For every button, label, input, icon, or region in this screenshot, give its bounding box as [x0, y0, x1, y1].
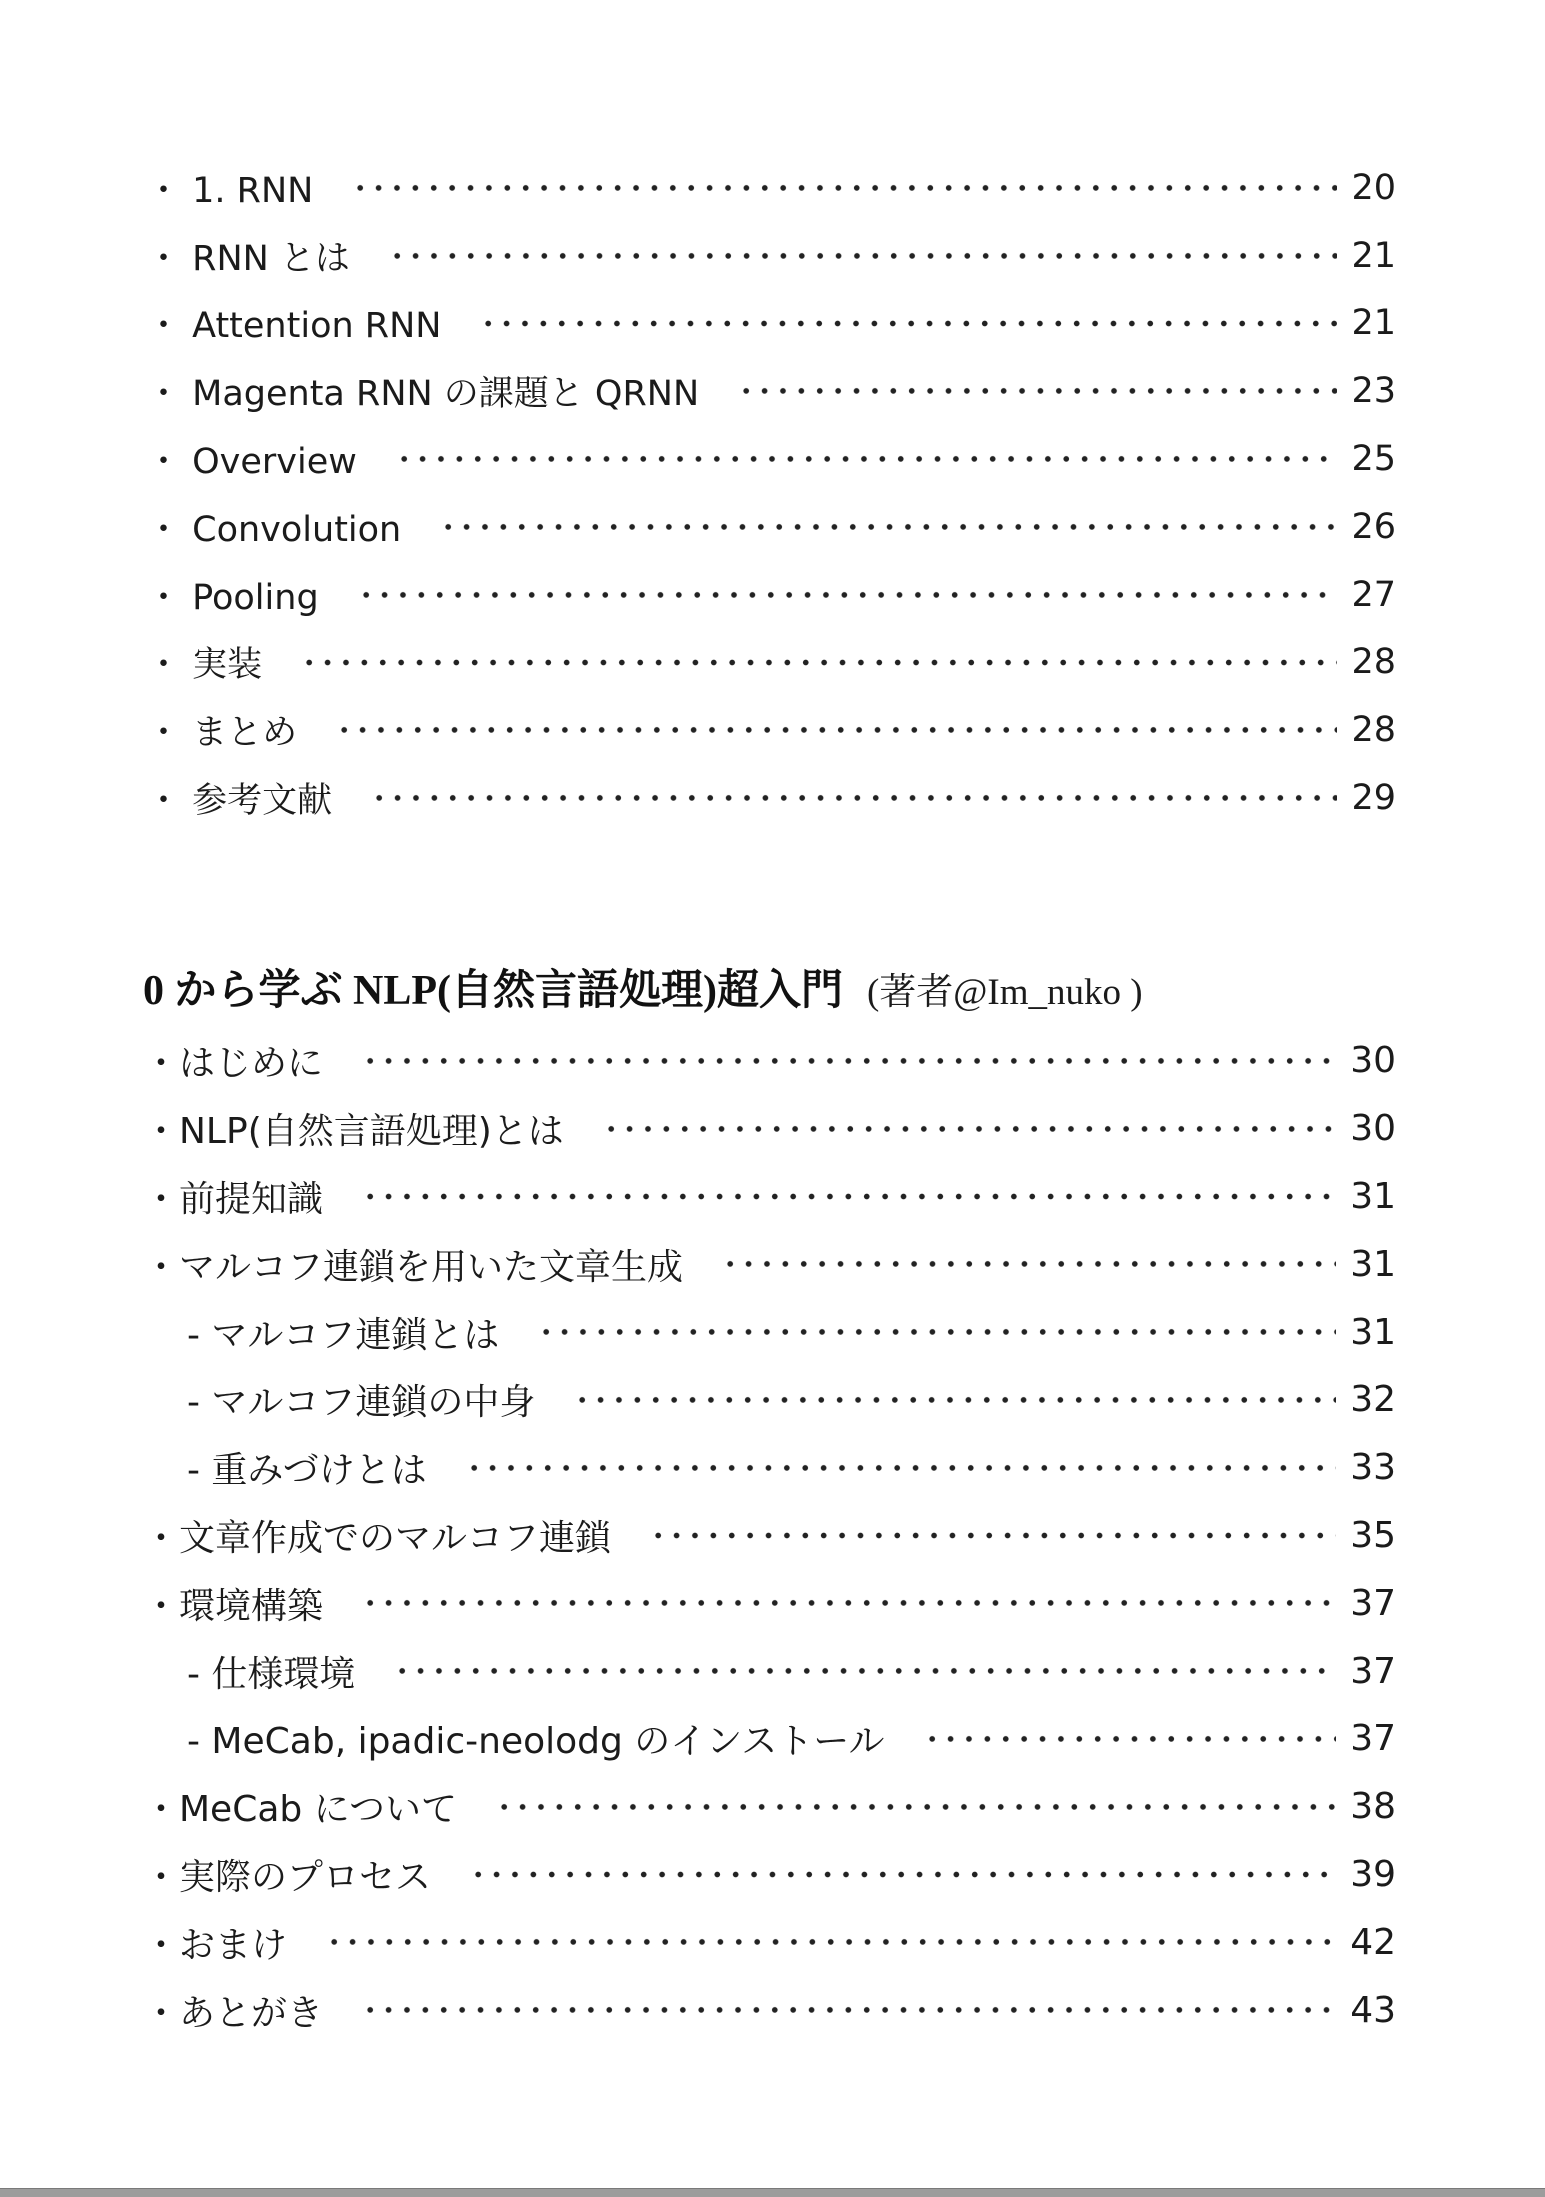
- toc-entry: [143, 1230, 1396, 1298]
- toc-entry-label: ・実際のプロセス: [143, 1856, 432, 1898]
- toc-entry-label: - マルコフ連鎖の中身: [187, 1382, 536, 1424]
- dot-leader: [395, 425, 1338, 493]
- toc-entry-label: ・ Magenta RNN の課題と QRNN: [146, 374, 700, 415]
- toc-entry-page-number: 26: [1351, 506, 1396, 547]
- toc-entry-page-number: 37: [1350, 1582, 1396, 1624]
- toc-entry: [143, 1434, 1396, 1502]
- chapter-title: 0 から学ぶ NLP(自然言語処理)超入門: [143, 968, 843, 1014]
- toc-entry-page-number: 38: [1350, 1786, 1396, 1828]
- dot-leader: [602, 1095, 1336, 1163]
- dot-leader: [649, 1502, 1336, 1570]
- dot-leader: [465, 1434, 1336, 1502]
- toc-entry-label: ・ Overview: [146, 442, 357, 483]
- toc-entry: [143, 1976, 1396, 2044]
- toc-entry: [146, 696, 1396, 764]
- toc-entry-label: - 仕様環境: [187, 1653, 356, 1695]
- toc-entry-label: ・ 1. RNN: [146, 170, 314, 211]
- toc-entry-page-number: 37: [1350, 1650, 1396, 1692]
- toc-entry-page-number: 33: [1350, 1447, 1396, 1489]
- toc-entry: [143, 1637, 1396, 1705]
- toc-entry-page-number: 35: [1350, 1514, 1396, 1556]
- dot-leader: [361, 1976, 1336, 2044]
- toc-entry: [146, 629, 1396, 697]
- toc-entry: [143, 1773, 1396, 1841]
- toc-entry-page-number: 25: [1351, 439, 1396, 480]
- page-bottom-edge: [0, 2188, 1545, 2197]
- dot-leader: [361, 1027, 1336, 1095]
- toc-entry-page-number: 39: [1350, 1853, 1396, 1895]
- toc-entry: [146, 764, 1396, 832]
- dot-leader: [361, 1163, 1336, 1231]
- chapter-author: (著者@Im_nuko ): [866, 972, 1143, 1013]
- toc-entry-label: ・ Pooling: [146, 577, 319, 618]
- toc-entry-page-number: 31: [1350, 1175, 1396, 1217]
- toc-entry: [146, 154, 1396, 222]
- toc-entry: [143, 1705, 1396, 1773]
- dot-leader: [370, 764, 1337, 832]
- toc-entry-label: ・あとがき: [143, 1992, 324, 2034]
- toc-entry: [143, 1841, 1396, 1909]
- toc-entry-label: ・ Attention RNN: [146, 306, 442, 347]
- toc-entry: [143, 1569, 1396, 1637]
- chapter-heading: [143, 951, 1143, 1031]
- dot-leader: [388, 222, 1338, 290]
- toc-entry-page-number: 37: [1350, 1718, 1396, 1760]
- toc-entry-page-number: 31: [1350, 1311, 1396, 1353]
- toc-entry-label: ・環境構築: [143, 1585, 324, 1627]
- dot-leader: [737, 357, 1337, 425]
- dot-leader: [335, 696, 1337, 764]
- dot-leader: [495, 1773, 1336, 1841]
- toc-entry: [146, 357, 1396, 425]
- toc-entry: [143, 1298, 1396, 1366]
- toc-entry-label: ・前提知識: [143, 1178, 324, 1220]
- toc-entry-label: ・ 参考文献: [146, 781, 333, 822]
- toc-entry: [143, 1366, 1396, 1434]
- dot-leader: [351, 154, 1337, 222]
- dot-leader: [573, 1366, 1336, 1434]
- toc-entry-label: - 重みづけとは: [187, 1450, 427, 1492]
- toc-entry-label: - マルコフ連鎖とは: [187, 1314, 500, 1356]
- dot-leader: [325, 1908, 1336, 1976]
- toc-entry-label: - MeCab, ipadic-neolodg のインストール: [187, 1721, 885, 1763]
- toc-entry: [146, 561, 1396, 629]
- toc-entry-label: ・NLP(自然言語処理)とは: [143, 1111, 564, 1153]
- toc-entry: [143, 1027, 1396, 1095]
- toc-entry: [146, 290, 1396, 358]
- toc-entry-page-number: 30: [1350, 1040, 1396, 1082]
- toc-entry-label: ・ まとめ: [146, 713, 298, 754]
- dot-leader: [361, 1569, 1336, 1637]
- toc-entry-page-number: 43: [1350, 1989, 1396, 2031]
- toc-entry: [143, 1095, 1396, 1163]
- toc-entry-label: ・マルコフ連鎖を用いた文章生成: [143, 1246, 684, 1288]
- toc-entry-label: ・ 実装: [146, 645, 263, 686]
- dot-leader: [721, 1230, 1336, 1298]
- dot-leader: [357, 561, 1338, 629]
- toc-list-nlp: [143, 1027, 1396, 2044]
- toc-entry-label: ・MeCab について: [143, 1789, 457, 1831]
- toc-entry-page-number: 42: [1350, 1921, 1396, 1963]
- toc-entry-label: ・文章作成でのマルコフ連鎖: [143, 1517, 612, 1559]
- toc-entry: [143, 1502, 1396, 1570]
- toc-entry-label: ・はじめに: [143, 1043, 324, 1085]
- toc-entry-page-number: 21: [1351, 235, 1396, 276]
- dot-leader: [439, 493, 1337, 561]
- toc-entry-page-number: 28: [1351, 710, 1396, 751]
- toc-entry: [146, 222, 1396, 290]
- toc-entry-page-number: 27: [1351, 574, 1396, 615]
- toc-entry-label: ・ Convolution: [146, 509, 402, 550]
- toc-entry: [143, 1908, 1396, 1976]
- toc-entry-page-number: 29: [1351, 778, 1396, 819]
- toc-entry-label: ・ RNN とは: [146, 238, 350, 279]
- toc-entry-page-number: 28: [1351, 642, 1396, 683]
- toc-entry-page-number: 32: [1350, 1379, 1396, 1421]
- dot-leader: [923, 1705, 1337, 1773]
- toc-entry-page-number: 21: [1351, 303, 1396, 344]
- dot-leader: [300, 629, 1337, 697]
- toc-entry: [146, 425, 1396, 493]
- dot-leader: [479, 290, 1337, 358]
- toc-entry-page-number: 23: [1351, 371, 1396, 412]
- toc-entry-page-number: 20: [1351, 167, 1396, 208]
- dot-leader: [393, 1637, 1336, 1705]
- toc-entry: [146, 493, 1396, 561]
- dot-leader: [537, 1298, 1336, 1366]
- toc-list-rnn: [146, 154, 1396, 832]
- toc-entry-label: ・おまけ: [143, 1924, 288, 1966]
- toc-entry: [143, 1163, 1396, 1231]
- toc-entry-page-number: 31: [1350, 1243, 1396, 1285]
- toc-entry-page-number: 30: [1350, 1108, 1396, 1150]
- dot-leader: [469, 1841, 1336, 1909]
